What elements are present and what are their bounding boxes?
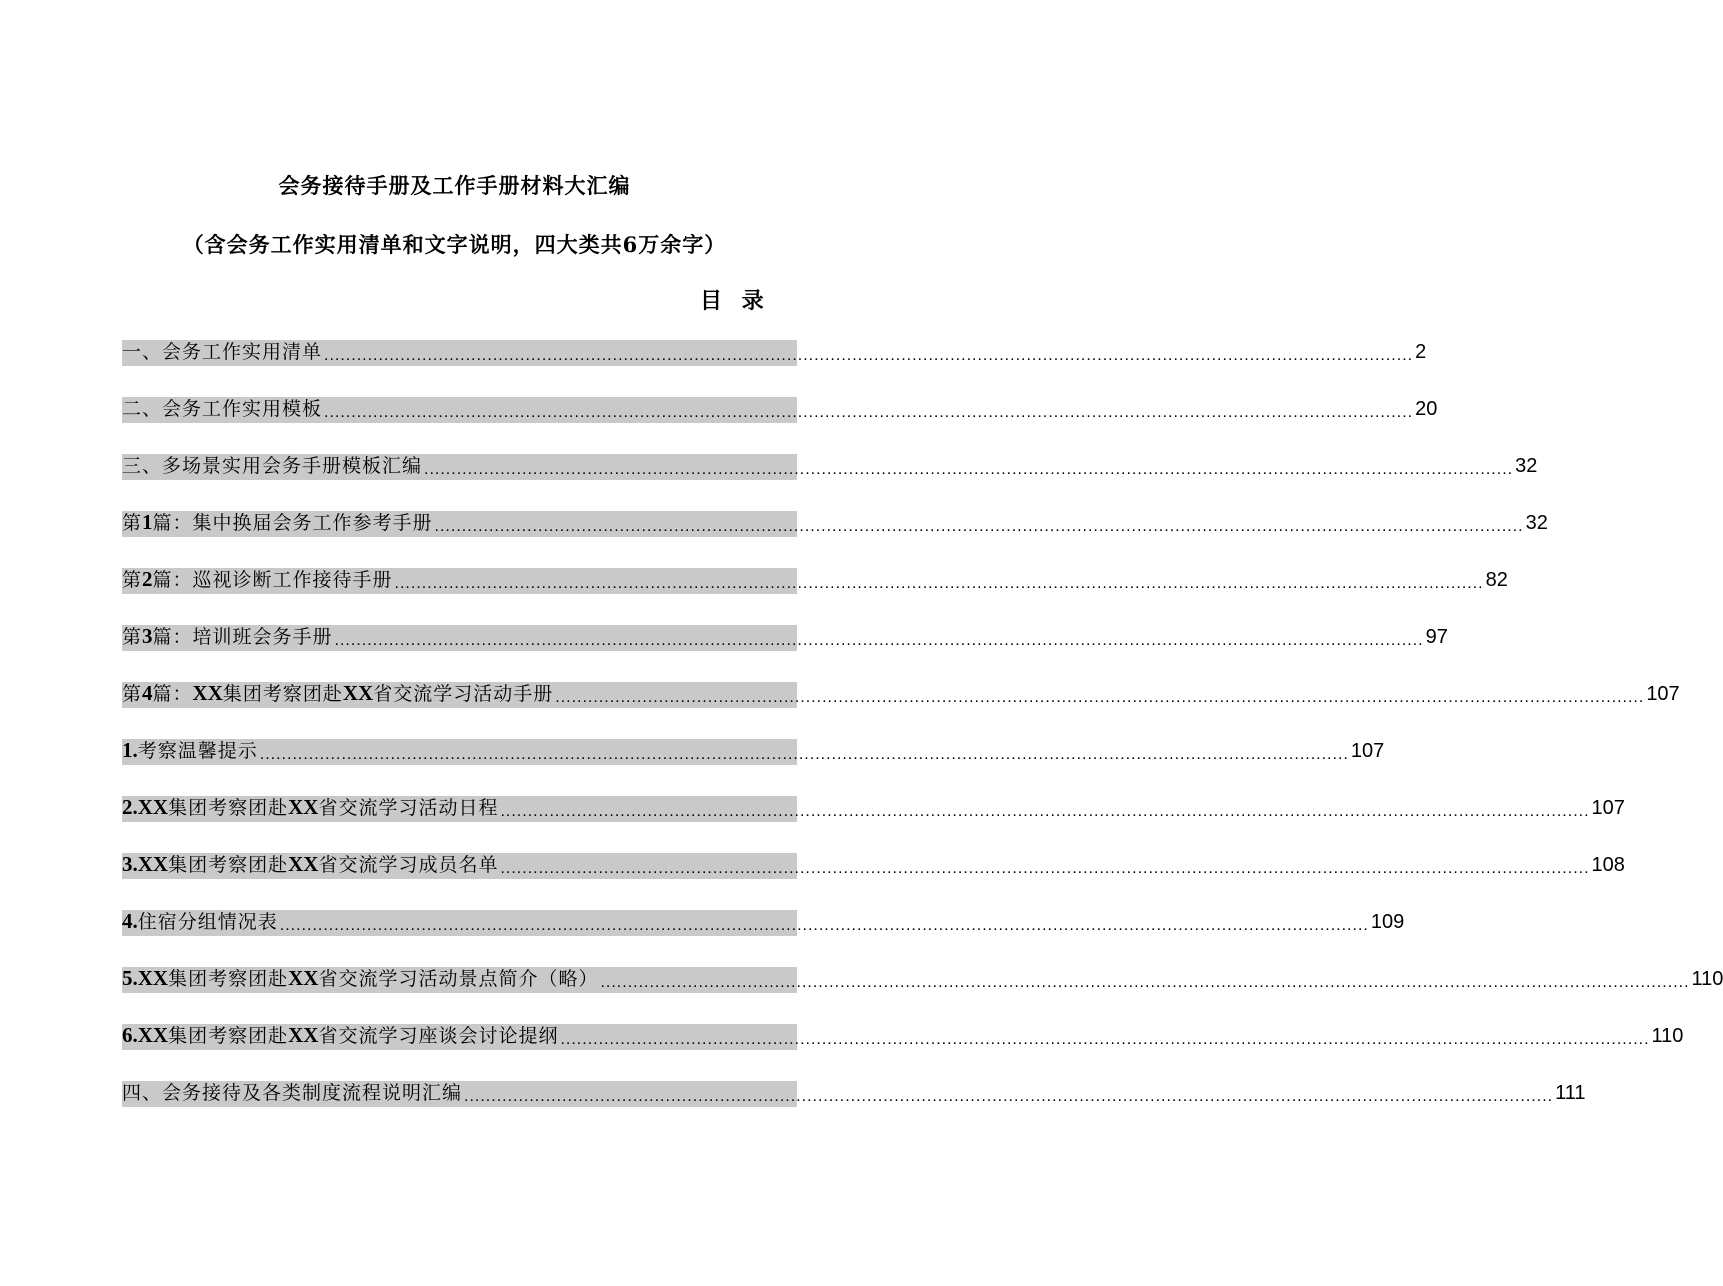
- toc-entry[interactable]: [122, 1022, 1684, 1050]
- toc-entry-title: 1.考察温馨提示: [122, 738, 258, 762]
- toc-page-number: 107: [1591, 797, 1625, 819]
- toc-dot-leader: ........................................................................................................................................................................................................: [279, 917, 1369, 934]
- toc-dot-leader: ........................................................................................................................................................................................................: [500, 803, 1590, 820]
- toc-entry[interactable]: [122, 1079, 1586, 1107]
- toc-entry[interactable]: [122, 851, 1625, 879]
- toc-entry-title: 第1篇：集中换届会务工作参考手册: [122, 510, 433, 534]
- toc-entry-title: 一、会务工作实用清单: [122, 341, 323, 363]
- toc-entry[interactable]: [122, 623, 1448, 651]
- toc-entry-title: 三、多场景实用会务手册模板汇编: [122, 455, 423, 477]
- toc-entry[interactable]: [122, 965, 1723, 993]
- toc-entry-title: 5.XX集团考察团赴XX省交流学习活动景点简介（略）: [122, 966, 599, 990]
- toc-page-number: 82: [1485, 569, 1508, 591]
- toc-entry-title: 4.住宿分组情况表: [122, 909, 278, 933]
- toc-entry[interactable]: [122, 908, 1405, 936]
- toc-page-number: 107: [1646, 683, 1680, 705]
- document-subtitle: （含会务工作实用清单和文字说明，四大类共6万余字）: [182, 232, 727, 257]
- toc-page-number: 20: [1415, 398, 1438, 420]
- table-of-contents: [122, 338, 1723, 1136]
- toc-entry-title: 四、会务接待及各类制度流程说明汇编: [122, 1082, 463, 1104]
- toc-entry-title: 3.XX集团考察团赴XX省交流学习成员名单: [122, 852, 499, 876]
- toc-entry[interactable]: [122, 566, 1508, 594]
- toc-entry[interactable]: [122, 680, 1680, 708]
- toc-page-number: 111: [1555, 1082, 1586, 1104]
- toc-page-number: 97: [1425, 626, 1448, 648]
- toc-dot-leader: ........................................................................................................................................................................................................: [464, 1088, 1554, 1105]
- toc-dot-leader: ........................................................................................................................................................................................................: [334, 632, 1424, 649]
- toc-page-number: 108: [1591, 854, 1625, 876]
- toc-entry[interactable]: [122, 509, 1548, 537]
- toc-page-number: 110: [1651, 1025, 1684, 1047]
- toc-dot-leader: ........................................................................................................................................................................................................: [500, 860, 1590, 877]
- toc-entry[interactable]: [122, 794, 1625, 822]
- toc-page-number: 109: [1370, 911, 1405, 933]
- toc-dot-leader: ........................................................................................................................................................................................................: [324, 347, 1414, 364]
- toc-entry-title: 第4篇：XX集团考察团赴XX省交流学习活动手册: [122, 681, 554, 705]
- toc-dot-leader: ........................................................................................................................................................................................................: [424, 461, 1514, 478]
- toc-page-number: 107: [1350, 740, 1385, 762]
- toc-heading: 目 录: [700, 288, 770, 314]
- document-title: 会务接待手册及工作手册材料大汇编: [278, 173, 631, 198]
- toc-entry[interactable]: [122, 395, 1438, 423]
- toc-dot-leader: ........................................................................................................................................................................................................: [259, 746, 1349, 763]
- toc-dot-leader: ........................................................................................................................................................................................................: [600, 974, 1690, 991]
- toc-entry-title: 第2篇：巡视诊断工作接待手册: [122, 567, 393, 591]
- toc-entry-title: 第3篇：培训班会务手册: [122, 624, 333, 648]
- toc-entry[interactable]: [122, 452, 1538, 480]
- toc-page-number: 32: [1525, 512, 1548, 534]
- toc-dot-leader: ........................................................................................................................................................................................................: [324, 404, 1414, 421]
- toc-entry-title: 6.XX集团考察团赴XX省交流学习座谈会讨论提纲: [122, 1023, 559, 1047]
- toc-page-number: 110: [1691, 968, 1723, 990]
- toc-entry[interactable]: [122, 737, 1385, 765]
- toc-page-number: 32: [1515, 455, 1538, 477]
- toc-dot-leader: ........................................................................................................................................................................................................: [555, 689, 1645, 706]
- toc-dot-leader: ........................................................................................................................................................................................................: [560, 1031, 1650, 1048]
- toc-page-number: 2: [1415, 341, 1427, 363]
- toc-dot-leader: ........................................................................................................................................................................................................: [394, 575, 1484, 592]
- toc-entry[interactable]: [122, 338, 1427, 366]
- toc-entry-title: 二、会务工作实用模板: [122, 398, 323, 420]
- toc-dot-leader: ........................................................................................................................................................................................................: [434, 518, 1524, 535]
- toc-entry-title: 2.XX集团考察团赴XX省交流学习活动日程: [122, 795, 499, 819]
